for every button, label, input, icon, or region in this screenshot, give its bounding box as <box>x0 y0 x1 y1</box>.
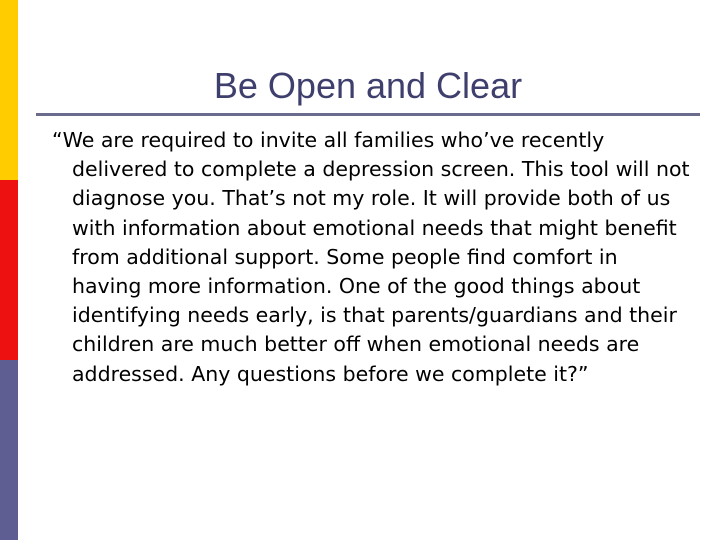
quote-paragraph: “We are required to invite all families who’ve recently delivered to complete a depression screen. This tool will not diagnose you. That’s not my role. It will provide both of us with information about emotional needs that might benefit from additional support. Some people find comfort in having more information. One of the good things about identifying needs early, is that parents/guardians and their children are much better off when emotional needs are addressed. Any questions before we complete it?” <box>52 128 690 386</box>
side-bar-blue-segment <box>0 360 18 540</box>
slide-title: Be Open and Clear <box>213 65 523 106</box>
side-bar-yellow-segment <box>0 0 18 180</box>
side-bar-red-segment <box>0 180 18 360</box>
title-divider <box>36 113 700 116</box>
decorative-side-bar <box>0 0 18 540</box>
